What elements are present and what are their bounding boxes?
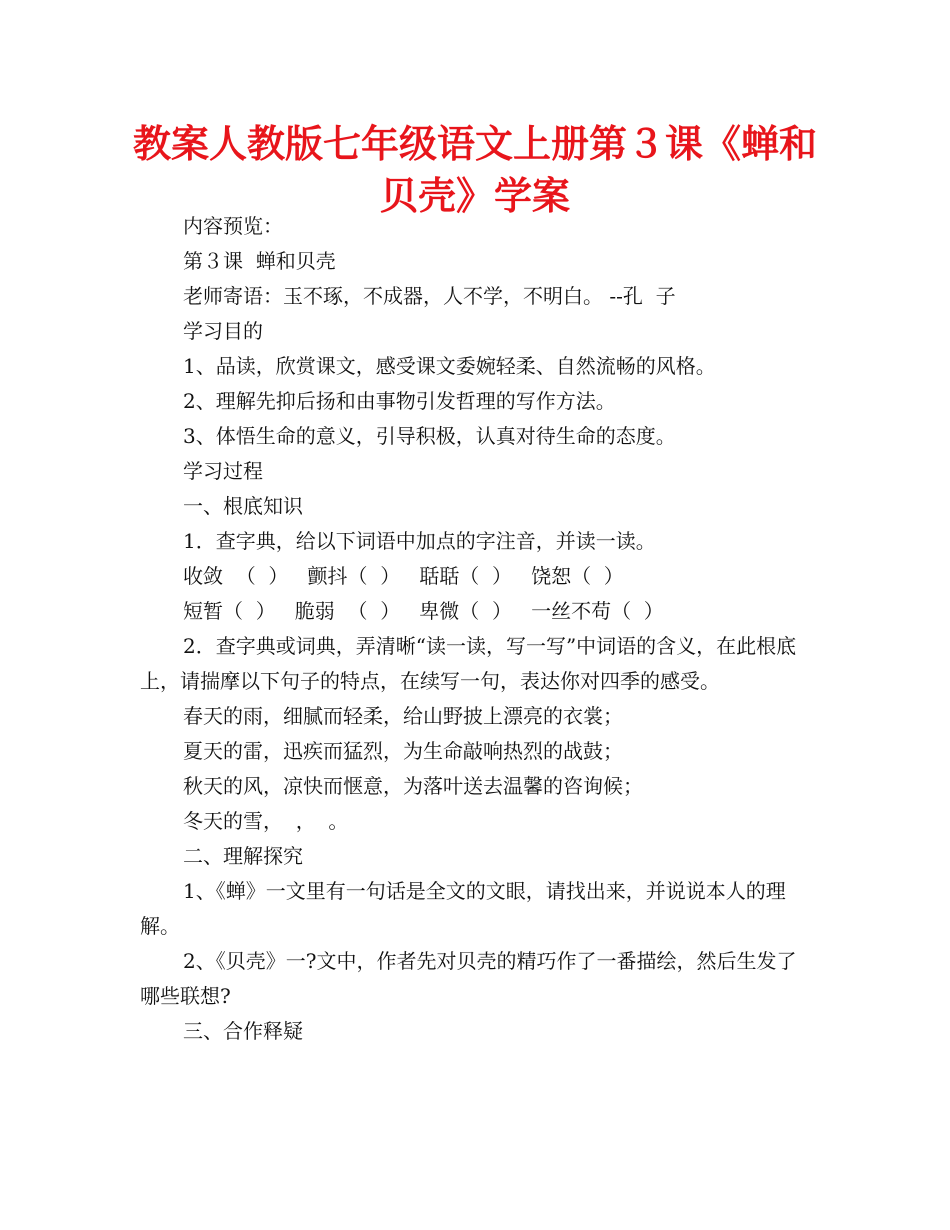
document-title: 教案人教版七年级语文上册第３课《蝉和贝壳》学案 [132,122,817,218]
line-task-2: 2．查字典或词典，弄清晰“读一读，写一写”中词语的含义，在此根底上，请揣摩以下句子的特点，在续写一句，表达你对四季的感受。 [140,634,797,693]
line-goal-3: 3、体悟生命的意义，引导积极，认真对待生命的态度。 [183,424,676,448]
line-learning-process-heading: 学习过程 [183,459,263,483]
document-body [140,209,810,1049]
line-preview-label: 内容预览： [183,214,283,238]
line-summer: 夏天的雷，迅疾而猛烈，为生命敲响热烈的战鼓； [183,739,623,763]
line-question-2: 2、《贝壳》一?文中，作者先对贝壳的精巧作了一番描绘，然后生发了哪些联想? [140,949,797,1008]
line-words-row-2: 短暂（ ） 脆弱 （ ） 卑微（ ） 一丝不苟（ ） [183,599,664,623]
line-lesson-title: 第３课 蝉和贝壳 [183,249,336,273]
line-spring: 春天的雨，细腻而轻柔，给山野披上漂亮的衣裳； [183,704,623,728]
line-question-1: 1、《蝉》一文里有一句话是全文的文眼，请找出来，并说说本人的理解。 [140,879,786,938]
line-winter: 冬天的雪， ， 。 [183,809,349,833]
line-learning-goals-heading: 学习目的 [183,319,263,343]
line-task-1: 1．查字典，给以下词语中加点的字注音，并读一读。 [183,529,656,553]
line-section-2-heading: 二、理解探究 [183,844,303,868]
line-section-3-heading: 三、合作释疑 [183,1019,303,1043]
line-autumn: 秋天的风，凉快而惬意，为落叶送去温馨的咨询候； [183,774,643,798]
line-goal-2: 2、理解先抑后扬和由事物引发哲理的写作方法。 [183,389,616,413]
line-section-1-heading: 一、根底知识 [183,494,303,518]
line-goal-1: 1、品读，欣赏课文，感受课文委婉轻柔、自然流畅的风格。 [183,354,716,378]
line-teacher-message: 老师寄语：玉不琢，不成器，人不学，不明白。 --孔 子 [183,284,676,308]
line-words-row-1: 收敛 （ ） 颤抖（ ） 聒聒（ ） 饶恕（ ） [183,564,624,588]
